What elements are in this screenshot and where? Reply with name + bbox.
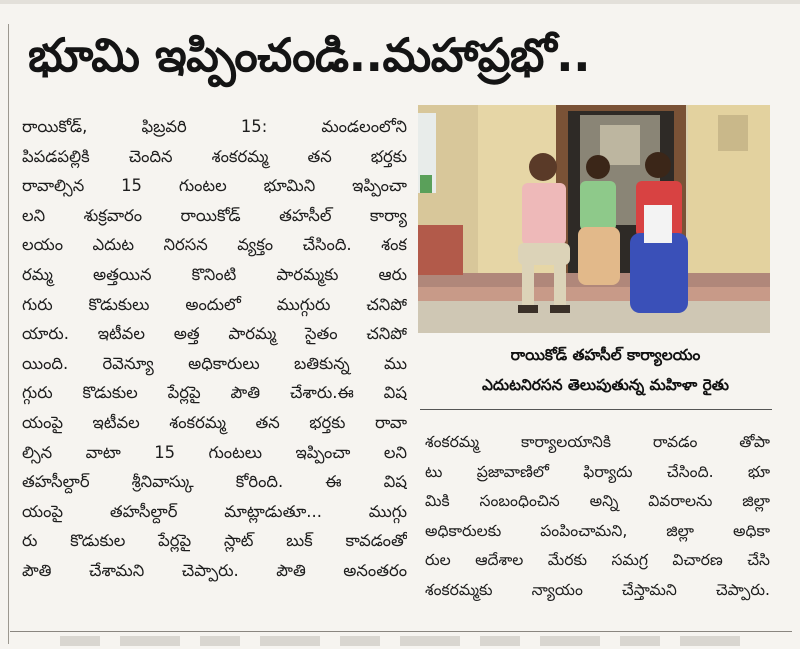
body-line: మికి సంబంధించిన అన్ని వివరాలను జిల్లా (425, 492, 770, 511)
body-line: తహసీల్దార్ శ్రీనివాస్కు కోరింది. ఈ విష (22, 472, 407, 492)
body-line: గ్గురు కొడుకుల పేర్లపై పౌతి చేశారు.ఈ విష (22, 383, 407, 403)
cropped-next-article (60, 636, 760, 646)
body-line: రావాల్సిన 15 గుంటల భూమిని ఇప్పించా (22, 176, 407, 196)
body-line: రుల ఆదేశాల మేరకు సమగ్ర విచారణ చేసి (425, 551, 770, 570)
body-line: ల్సిన వాటా 15 గుంటలు ఇప్పించా లని (22, 442, 407, 462)
headline: భూమి ఇప్పించండి..మహాప్రభో.. (28, 28, 591, 82)
body-line: రమ్మ అత్తయిన కొనింటి పారమ్మకు ఆరు (22, 264, 407, 284)
body-line: యంపై ఇటీవల శంకరమ్మ తన భర్తకు రావా (22, 412, 407, 432)
caption-line: రాయికోడ్ తహసీల్ కార్యాలయం (510, 346, 701, 364)
body-line: యింది. రెవెన్యూ అధికారులు బతికున్న ము (22, 353, 407, 373)
body-line: పిపడపల్లికి చెందిన శంకరమ్మ తన భర్తకు (22, 146, 407, 166)
body-line: శంకరమ్మకు న్యాయం చేస్తామని చెప్పారు. (425, 580, 770, 599)
body-line: గురు కొడుకులు అందులో ముగ్గురు చనిపో (22, 294, 407, 314)
body-line: టు ప్రజావాణిలో ఫిర్యాదు చేసింది. భూ (425, 462, 770, 481)
body-line: యారు. ఇటీవల అత్త పారమ్మ సైతం చనిపో (22, 324, 407, 344)
photo-caption (433, 340, 778, 400)
body-line: రు కొడుకుల పేర్లపై స్లాట్ బుక్ కావడంతో (22, 531, 407, 551)
news-photo (418, 105, 770, 333)
body-line: పౌతి చేశామని చెప్పారు. పౌతి అనంతరం (22, 560, 407, 580)
article-body (22, 112, 407, 586)
body-line: లయం ఎదుట నిరసన వ్యక్తం చేసింది. శంక (22, 235, 407, 255)
body-line: రాయికోడ్, ఫిబ్రవరి 15: మండలంలోని (22, 117, 407, 136)
bottom-divider (10, 631, 792, 632)
body-line: లని శుక్రవారం రాయికోడ్ తహసీల్ కార్యా (22, 205, 407, 225)
left-column-rule (8, 24, 9, 644)
photo-illustration (418, 105, 770, 333)
body-line: శంకరమ్మ కార్యాలయానికి రావడం తోపా (425, 433, 770, 451)
article-continuation (425, 428, 770, 606)
top-edge (0, 0, 800, 4)
caption-line: ఎదుటనిరసన తెలుపుతున్న మహిళా రైతు (481, 376, 729, 394)
body-line: యంపై తహసీల్దార్ మాట్లాడుతూ... ముగ్గు (22, 501, 407, 521)
caption-divider (420, 409, 772, 410)
body-line: అధికారులకు పంపించామని, జిల్లా అధికా (425, 521, 770, 540)
